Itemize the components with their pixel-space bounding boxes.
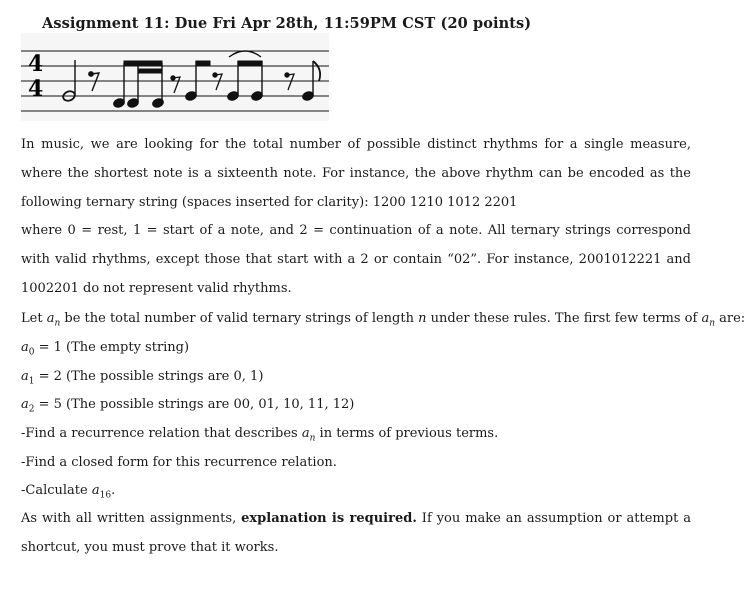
- task-calculate: -Calculate $a_{16}$.: [21, 483, 116, 501]
- time-sig-top: 4: [28, 51, 44, 77]
- term-a1: $a_1 = 2$ (The possible strings are 0, 1): [21, 369, 264, 387]
- music-notation: [21, 33, 329, 121]
- rhythm-staff-image: [21, 33, 329, 121]
- closing-paragraph: As with all written assignments, explanation is required. If you make an assumption or attempt a shortcut, you must prove that it works.: [21, 511, 691, 555]
- assignment-title: Assignment 11: Due Fri Apr 28th, 11:59PM CST (20 points): [42, 15, 532, 32]
- term-a2: $a_2 = 5$ (The possible strings are 00, 01, 10, 11, 12): [21, 397, 355, 415]
- encoding-paragraph: where 0 = rest, 1 = start of a note, and 2 = continuation of a note. All ternary strings correspond with valid rhythms, except those that start with a 2 or contain “02”. For instance, 2001012221 and 1002201 do not represent valid rhythms.: [21, 223, 691, 296]
- emphasis-text: explanation is required.: [241, 511, 417, 526]
- term-a0: $a_0 = 1$ (The empty string): [21, 340, 190, 358]
- intro-paragraph: In music, we are looking for the total number of possible distinct rhythms for a single measure, where the shortest note is a sixteenth note. For instance, the above rhythm can be encoded as the following ternary string (spaces inserted for clarity): 1200 1210 1012 2201: [21, 137, 691, 210]
- task-closed-form: -Find a closed form for this recurrence relation.: [21, 455, 337, 470]
- definition-line: Let $a_n$ be the total number of valid ternary strings of length n under these rules. The first few terms of $a_n$ are:: [21, 311, 745, 329]
- time-sig-bottom: 4: [28, 76, 44, 102]
- task-recurrence: -Find a recurrence relation that describes $a_n$ in terms of previous terms.: [21, 426, 499, 444]
